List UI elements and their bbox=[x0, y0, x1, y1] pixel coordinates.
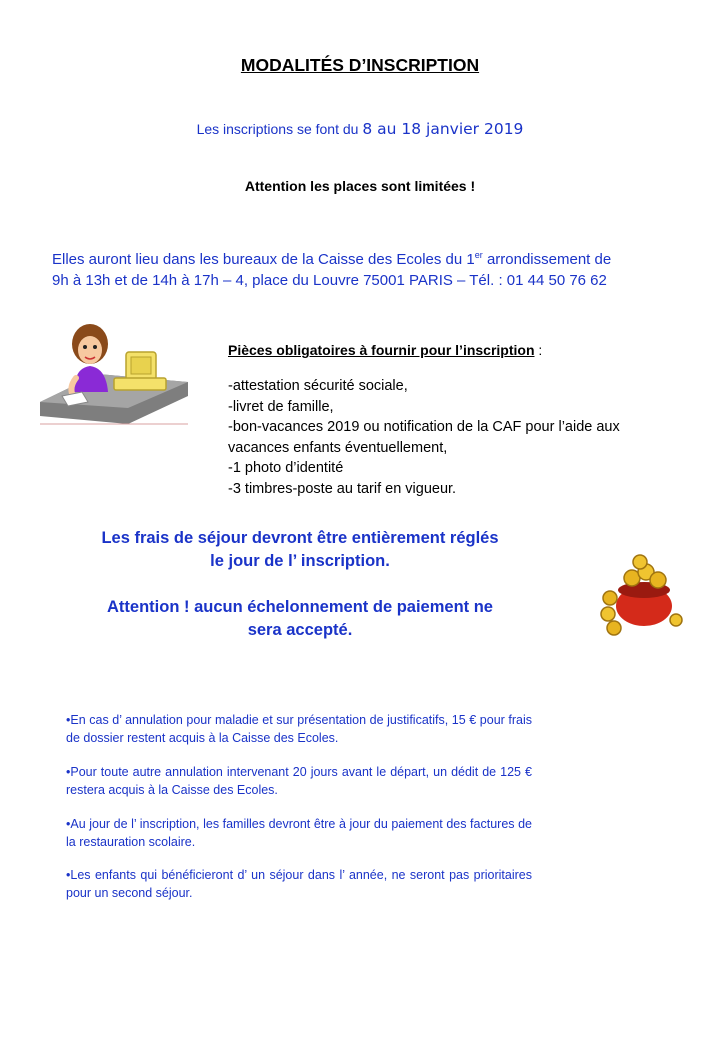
fees-notice bbox=[40, 527, 560, 573]
documents-title-text: Pièces obligatoires à fournir pour l’inscription bbox=[228, 342, 535, 358]
documents-list bbox=[228, 376, 698, 499]
location-line-1-end: arrondissement de bbox=[482, 251, 612, 268]
no-installments-line-1: Attention ! aucun échelonnement de paiement ne bbox=[107, 598, 493, 616]
note-canteen-payment: •Au jour de l’ inscription, les familles devront être à jour du paiement des factures de la restauration scolaire. bbox=[66, 817, 532, 849]
no-installments-notice bbox=[40, 596, 560, 642]
list-item: vacances enfants éventuellement, bbox=[228, 439, 448, 456]
documents-title-suffix: : bbox=[534, 342, 543, 358]
fees-line-1: Les frais de séjour devront être entièrement réglés bbox=[101, 529, 499, 547]
note-priority: •Les enfants qui bénéficieront d’ un séjour dans l’ année, ne seront pas prioritaires pour un second séjour. bbox=[66, 868, 532, 900]
dates-prefix: Les inscriptions se font du bbox=[196, 121, 363, 137]
fees-line-2: le jour de l’ inscription. bbox=[210, 552, 390, 570]
location-line-2: 9h à 13h et de 14h à 17h – 4, place du Louvre 75001 PARIS – Tél. : 01 44 50 76 62 bbox=[52, 272, 607, 289]
documents-title bbox=[228, 342, 542, 358]
location-superscript: er bbox=[474, 250, 483, 260]
note-cancellation-other: •Pour toute autre annulation intervenant 20 jours avant le départ, un dédit de 125 € restera acquis à la Caisse des Ecoles. bbox=[66, 765, 532, 797]
list-item: -1 photo d’identité bbox=[228, 460, 344, 476]
clerk-illustration bbox=[38, 322, 190, 426]
list-item: -attestation sécurité sociale, bbox=[228, 378, 408, 394]
location-line-1-start: Elles auront lieu dans les bureaux de la Caisse des Ecoles du 1 bbox=[52, 251, 475, 268]
list-item: -livret de famille, bbox=[228, 398, 334, 415]
location-line-1 bbox=[52, 245, 692, 270]
location-info bbox=[52, 245, 692, 291]
list-item: -bon-vacances 2019 ou notification de la CAF pour l’aide aux bbox=[228, 419, 620, 435]
registration-dates bbox=[0, 120, 720, 138]
dates-highlight: 8 au 18 janvier 2019 bbox=[362, 120, 524, 138]
page-title: MODALITÉS D’INSCRIPTION bbox=[240, 55, 480, 75]
note-cancellation-illness: •En cas d’ annulation pour maladie et sur présentation de justificatifs, 15 € pour frais de dossier restent acquis à la Caisse des Ecoles. bbox=[66, 713, 532, 745]
no-installments-line-2: sera accepté. bbox=[247, 621, 353, 639]
limited-places-warning: Attention les places sont limitées ! bbox=[244, 178, 476, 194]
list-item: -3 timbres-poste au tarif en vigueur. bbox=[228, 480, 457, 497]
coin-purse-illustration bbox=[596, 550, 686, 640]
